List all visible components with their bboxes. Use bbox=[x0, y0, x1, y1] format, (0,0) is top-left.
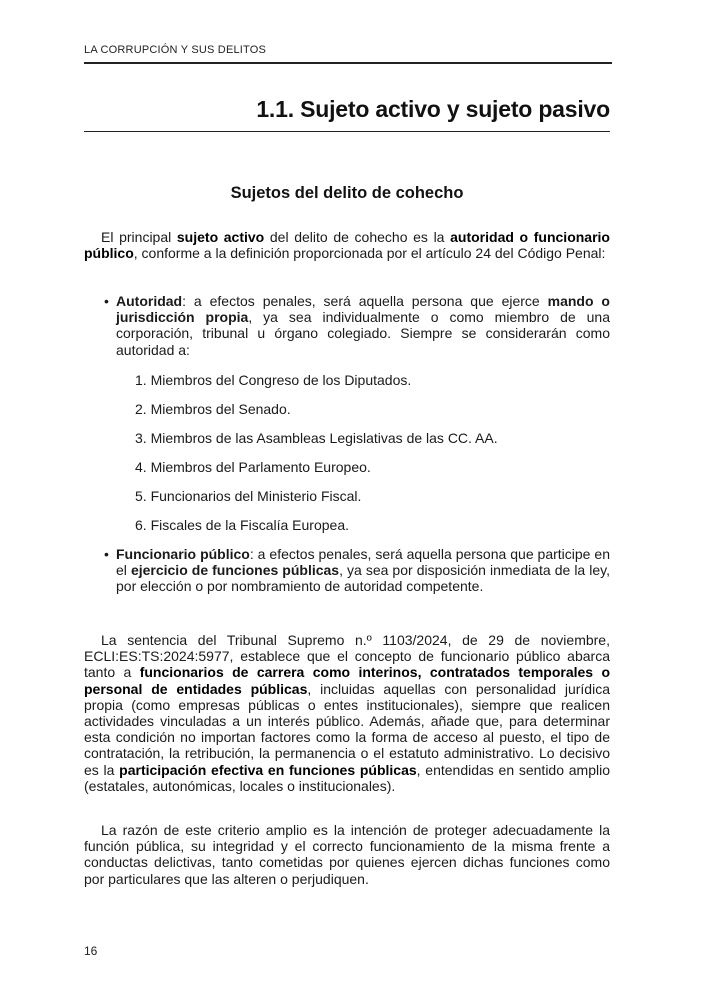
closing-paragraph: La razón de este criterio amplio es la intención de proteger adecuadamente la función pública, su integridad y el correcto funcionamiento de la misma frente a conductas delictivas, tanto cometidas por quienes ejercen dichas funciones como por particulares que las alteren o perjudiquen. bbox=[84, 822, 610, 887]
page-number: 16 bbox=[84, 944, 98, 958]
list-item: 1. Miembros del Congreso de los Diputados. bbox=[135, 372, 412, 388]
term-autoridad-funcionario: autoridad o funcionario público bbox=[84, 229, 610, 262]
list-item: 3. Miembros de las Asambleas Legislativas de las CC. AA. bbox=[135, 430, 498, 446]
subsection-heading: Sujetos del delito de cohecho bbox=[230, 184, 464, 202]
list-item: 2. Miembros del Senado. bbox=[135, 401, 291, 417]
bullet-funcionario: • Funcionario público: a efectos penales, será aquella persona que participe en el ejercicio de funciones públicas, ya sea por disposición inmediata de la ley, por elección o por nombramiento de autoridad competente. bbox=[104, 546, 610, 595]
bullet-icon: • bbox=[104, 293, 109, 309]
list-item: 5. Funcionarios del Ministerio Fiscal. bbox=[135, 488, 362, 504]
running-header: LA CORRUPCIÓN Y SUS DELITOS bbox=[84, 44, 612, 64]
bullet-autoridad: • Autoridad: a efectos penales, será aquella persona que ejerce mando o jurisdicción propia, ya sea individualmente o como miembro de una corporación, tribunal u órgano colegiado. Siempre se considerarán como autoridad a: bbox=[104, 293, 610, 358]
intro-paragraph: El principal sujeto activo del delito de cohecho es la autoridad o funcionario público, conforme a la definición proporcionada por el artículo 24 del Código Penal: bbox=[84, 229, 610, 262]
ruling-paragraph: La sentencia del Tribunal Supremo n.º 1103/2024, de 29 de noviembre, ECLI:ES:TS:2024:5977, establece que el concepto de funcionario público abarca tanto a funcionarios de carrera como interinos, contratados temporales o personal de entidades públicas, incluidas aquellas con personalidad jurídica propia (como empresas públicas o entes institucionales), siempre que realicen actividades vinculadas a un interés público. Además, añade que, para determinar esta condición no importan factores como la forma de acceso al puesto, el tipo de contratación, la retribución, la permanencia o el estatuto administrativo. Lo decisivo es la participación efectiva en funciones públicas, entendidas en sentido amplio (estatales, autonómicas, locales o institucionales). bbox=[84, 632, 611, 794]
list-item: 6. Fiscales de la Fiscalía Europea. bbox=[135, 517, 349, 533]
bullet-icon: • bbox=[104, 546, 109, 562]
term-sujeto-activo: sujeto activo bbox=[176, 229, 265, 245]
section-title: 1.1. Sujeto activo y sujeto pasivo bbox=[84, 96, 610, 132]
list-item: 4. Miembros del Parlamento Europeo. bbox=[135, 459, 371, 475]
